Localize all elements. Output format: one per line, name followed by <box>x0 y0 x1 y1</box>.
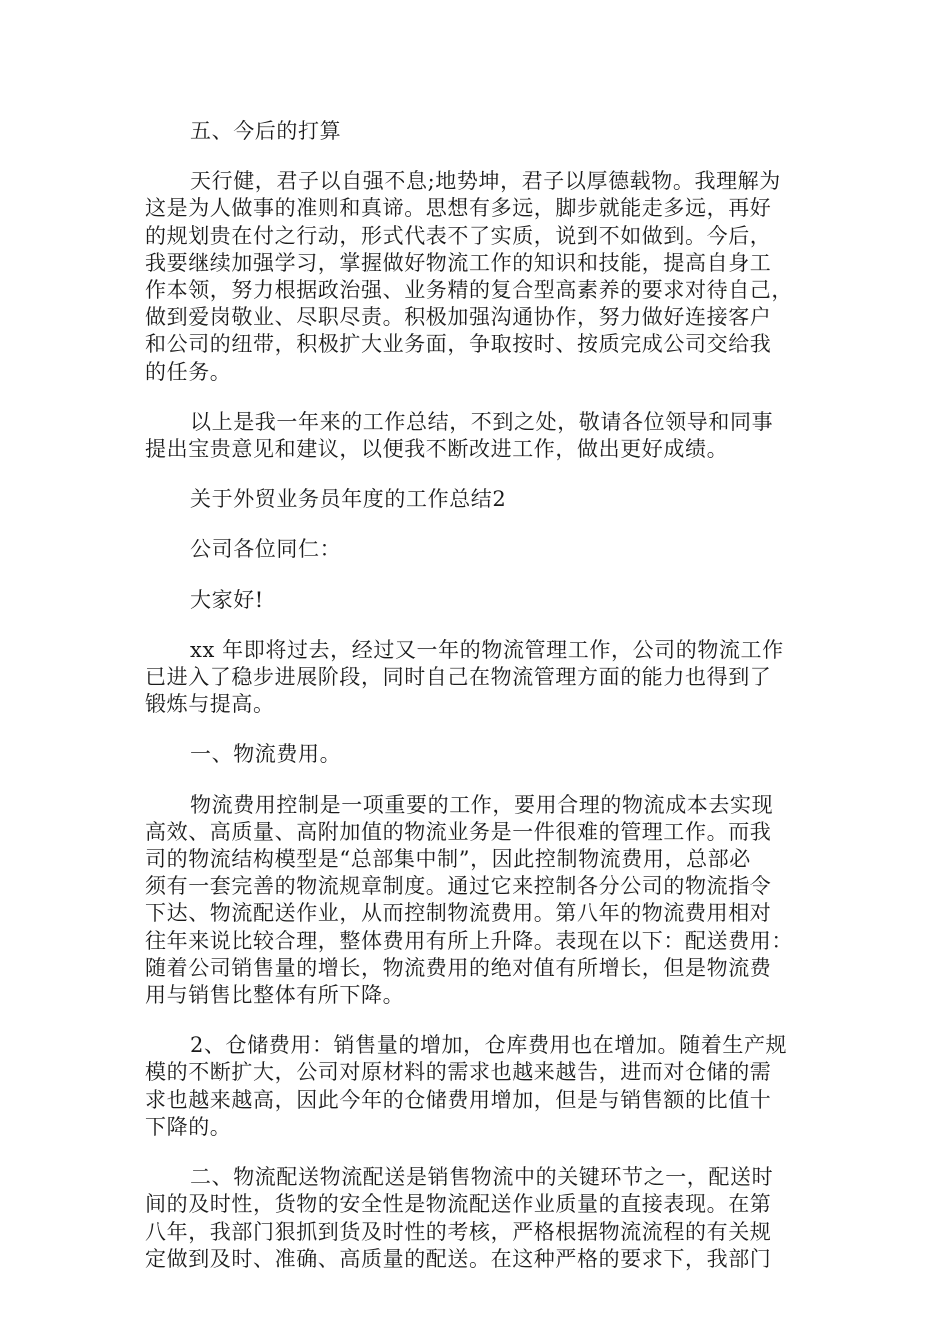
paragraph-line: 司的物流结构模型是“总部集中制”，因此控制物流费用，总部必 <box>145 847 751 872</box>
paragraph-line: 物流费用控制是一项重要的工作，要用合理的物流成本去实现 <box>190 792 774 817</box>
paragraph-line: 高效、高质量、高附加值的物流业务是一件很难的管理工作。而我 <box>145 819 772 844</box>
paragraph-p6 <box>145 587 805 614</box>
paragraph-line: 随着公司销售量的增长，物流费用的绝对值有所增长，但是物流费 <box>145 955 772 980</box>
paragraph-p9 <box>145 792 805 1010</box>
paragraph-p2 <box>145 168 805 386</box>
paragraph-line: 以上是我一年来的工作总结，不到之处，敬请各位领导和同事 <box>190 409 774 434</box>
paragraph-line: xx 年即将过去，经过又一年的物流管理工作，公司的物流工作 <box>190 637 784 662</box>
paragraph-line: 五、今后的打算 <box>190 119 342 143</box>
paragraph-line: 作本领，努力根据政治强、业务精的复合型高素养的要求对待自己， <box>145 278 793 303</box>
paragraph-line: 做到爱岗敬业、尽职尽责。积极加强沟通协作，努力做好连接客户 <box>145 305 772 330</box>
paragraph-line: 二、物流配送物流配送是销售物流中的关键环节之一，配送时 <box>190 1165 774 1190</box>
paragraph-line: 八年，我部门狠抓到货及时性的考核，严格根据物流流程的有关规 <box>145 1219 772 1244</box>
paragraph-line: 锻炼与提高。 <box>145 692 275 717</box>
paragraph-line: 求也越来越高，因此今年的仓储费用增加，但是与销售额的比值十 <box>145 1087 772 1112</box>
paragraph-line: 下达、物流配送作业，从而控制物流费用。第八年的物流费用相对 <box>145 901 772 926</box>
paragraph-p8 <box>145 741 805 768</box>
paragraph-p5 <box>145 536 805 563</box>
paragraph-line: 往年来说比较合理，整体费用有所上升降。表现在以下：配送费用： <box>145 928 793 953</box>
paragraph-line: 提出宝贵意见和建议，以便我不断改进工作，做出更好成绩。 <box>145 437 729 462</box>
paragraph-line: 已进入了稳步进展阶段，同时自己在物流管理方面的能力也得到了 <box>145 665 772 690</box>
paragraph-line: 2、仓储费用：销售量的增加，仓库费用也在增加。随着生产规 <box>190 1033 788 1058</box>
paragraph-line: 下降的。 <box>145 1114 232 1139</box>
paragraph-p1 <box>145 118 805 145</box>
paragraph-line: 定做到及时、准确、高质量的配送。在这种严格的要求下，我部门 <box>145 1246 772 1271</box>
paragraph-line: 大家好! <box>190 587 264 612</box>
paragraph-line: 我要继续加强学习，掌握做好物流工作的知识和技能，提高自身工 <box>145 250 772 275</box>
paragraph-line: 和公司的纽带，积极扩大业务面，争取按时、按质完成公司交给我 <box>145 332 772 357</box>
document-page <box>145 118 805 1296</box>
paragraph-line: 须有一套完善的物流规章制度。通过它来控制各分公司的物流指令 <box>145 874 772 899</box>
paragraph-p11 <box>145 1164 805 1273</box>
paragraph-line: 的规划贵在付之行动，形式代表不了实质，说到不如做到。今后， <box>145 223 772 248</box>
paragraph-p4 <box>145 486 805 513</box>
paragraph-p10 <box>145 1032 805 1141</box>
paragraph-line: 天行健，君子以自强不息;地势坤，君子以厚德载物。我理解为 <box>190 169 781 194</box>
paragraph-line: 间的及时性，货物的安全性是物流配送作业质量的直接表现。在第 <box>145 1192 772 1217</box>
paragraph-p7 <box>145 637 805 719</box>
paragraph-line: 公司各位同仁： <box>190 537 342 562</box>
paragraph-line: 一、物流费用。 <box>190 742 342 767</box>
paragraph-p3 <box>145 409 805 463</box>
paragraph-line: 用与销售比整体有所下降。 <box>145 983 405 1008</box>
paragraph-line: 这是为人做事的准则和真谛。思想有多远，脚步就能走多远，再好 <box>145 196 772 221</box>
paragraph-line: 模的不断扩大，公司对原材料的需求也越来越告，进而对仓储的需 <box>145 1060 772 1085</box>
paragraph-line: 关于外贸业务员年度的工作总结2 <box>190 487 507 512</box>
paragraph-line: 的任务。 <box>145 359 232 384</box>
